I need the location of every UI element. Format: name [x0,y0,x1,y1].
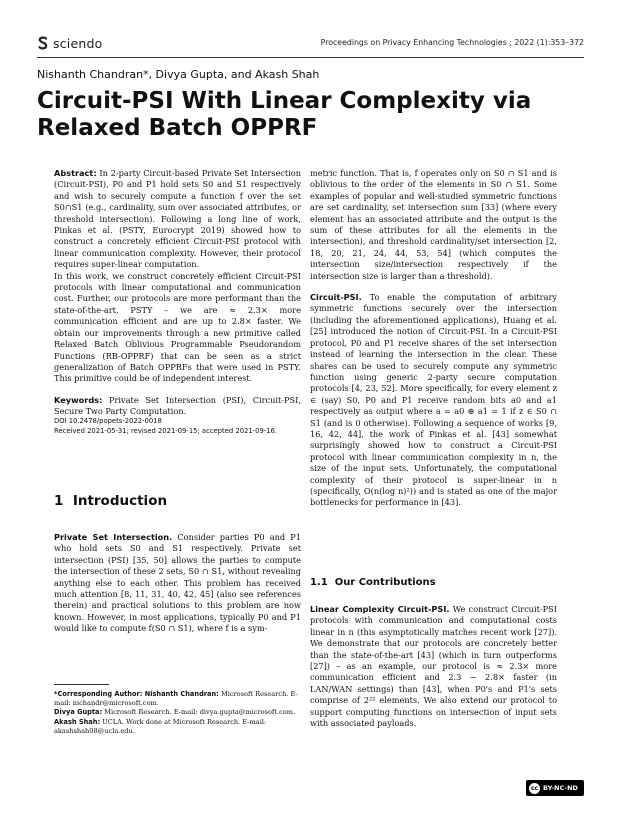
section-number: 1 [54,493,64,509]
publication-info [54,416,301,436]
footnote-2-text: Microsoft Research. E-mail: divya.gupta@microsoft.com. [104,708,296,717]
footnote-1-label: *Corresponding Author: Nishanth Chandran: [54,690,219,698]
abstract-paragraph-2: In this work, we construct concretely efficient Circuit-PSI protocols with linear computational and communication cost. Further, our protocols are more performant than the state-of-the-art, PSTY – we are ≈ 2.3× more communication efficient and are up to 2.8× faster. We obtain our improvements through a new primitive called Relaxed Batch Oblivious Programmable Pseudorandom Functions (RB-OPPRF) that can be seen as a strict generalization of Batch OPPRFs that were used in PSTY. This primitive could be of independent interest. [54,270,301,384]
footnote-3-label: Akash Shah: [54,717,101,726]
publisher-name: sciendo [53,35,103,51]
keywords-paragraph [54,395,301,418]
circuit-psi-label: Circuit-PSI. [310,292,362,303]
psi-label: Private Set Intersection. [54,532,173,542]
contributions-paragraph [310,604,557,729]
intro-paragraph [54,532,301,635]
circuit-psi-paragraph [310,292,557,509]
paper-title: Circuit-PSI With Linear Complexity via Relaxed Batch OPPRF [37,88,532,141]
received-dates: Received 2021-05-31; revised 2021-09-15; accepted 2021-09-16. [54,427,278,435]
abstract-paragraph-1 [54,168,301,271]
license-badge[interactable] [526,780,584,796]
subsection-title: Our Contributions [334,577,436,588]
abstract-label: Abstract: [54,168,97,178]
left-column [54,168,301,418]
linear-complexity-text: We construct Circuit-PSI protocols with communication and computational costs linear in n (this asymptotically matches recent work [27]). We demonstrate that our protocols are concretely better than the state-of-the-art [43] (which in turn outperforms [27]) – as an example, our protocol is ≈ 2.3× more communication efficient and 2.3 − 2.8× faster (in LAN/WAN settings) than [43], when P0's and P1's sets comprise of 2²² elements. We also extend our protocol to support computing functions on intersection of input sets with associated payloads. [310,604,557,729]
right-column [310,168,557,509]
section-heading-introduction [54,493,167,509]
journal-citation: Proceedings on Privacy Enhancing Technologies ; 2022 (1):353–372 [320,38,584,47]
right-continuation: metric function. That is, f operates only on S0 ∩ S1 and is oblivious to the order of the elements in S0 ∩ S1. Some examples of popular and well-studied symmetric functions are set cardinality, set intersection sum [33] (where every element has an associated attribute and the output is the sum of these attributes for all the elements in the intersection), and threshold cardinality/set intersection [2, 18, 20, 21, 24, 44, 53, 54] (which computes the intersection size/intersection respectively if the intersection size is larger than a threshold). [310,168,557,281]
footnote-1-text: Microsoft Research. E-mail: nichandr@microsoft.com. [54,690,298,708]
author-list: Nishanth Chandran*, Divya Gupta, and Akash Shah [37,68,320,81]
creative-commons-icon: cc [530,784,539,792]
keywords-text: Private Set Intersection (PSI), Circuit-PSI, Secure Two Party Computation. [54,394,301,417]
author-footnotes [54,690,301,736]
abstract-text-1: In 2-party Circuit-based Private Set Intersection (Circuit-PSI), P0 and P1 hold sets S0 and S1 respectively and wish to securely compute a function f over the set S0∩S1 (e.g., cardinality, sum over associated attributes, or threshold intersection). Following a long line of work, Pinkas et al. (PSTY, Eurocrypt 2019) showed how to construct a concretely efficient Circuit-PSI protocol with linear communication complexity. However, their protocol requires super-linear computation. [54,168,301,270]
footnote-divider [54,684,109,685]
section-title: Introduction [72,493,168,509]
section-heading-contributions [310,577,436,588]
license-text: BY-NC-ND [543,784,578,792]
footnote-2-label: Divya Gupta: [54,708,103,717]
sciendo-logo-icon [37,36,49,50]
publisher-logo [37,35,102,51]
psi-text: Consider parties P0 and P1 who hold sets S0 and S1 respectively. Private set intersection (PSI) [35, 50] allows the parties to compute the intersection of these 2 sets, S0 ∩ S1, without revealing anything else to each other. This problem has received much attention [8, 11, 31, 40, 42, 45] (also see references therein) and practical solutions to this problem are now known. However, in most applications, typically P0 and P1 would like to compute f(S0 ∩ S1), where f is a sym- [54,532,301,634]
subsection-number: 1.1 [310,577,328,588]
header-divider [37,57,584,58]
footnote-3-text: UCLA. Work done at Microsoft Research. E-mail: akashshah08@ucla.edu. [54,717,267,735]
circuit-psi-text: To enable the computation of arbitrary symmetric functions securely over the intersection (including the aforementioned applications), Huang et al. [25] introduced the notion of Circuit-PSI. In a Circuit-PSI protocol, P0 and P1 receive shares of the set intersection instead of learning the intersection in the clear. These shares can be used to securely compute any symmetric function using generic 2-party secure computation protocols [4, 23, 52]. More specifically, for every element z ∈ (say) S0, P0 and P1 receive random bits a0 and a1 respectively as output where a = a0 ⊕ a1 = 1 if z ∈ S0 ∩ S1 (and is 0 otherwise). Following a sequence of works [9, 16, 42, 44], the work of Pinkas et al. [43] somewhat surprisingly showed how to construct a Circuit-PSI protocol with linear communication complexity in n, the size of the input sets. Unfortunately, the computational complexity of their protocol is super-linear in n (specifically, O(n(log n)²)) and is stated as one of the major bottlenecks for performance in [43]. [310,292,557,508]
linear-complexity-label: Linear Complexity Circuit-PSI. [310,604,450,614]
keywords-label: Keywords: [54,394,103,405]
doi-link[interactable]: DOI 10.2478/popets-2022-0018 [54,417,162,425]
